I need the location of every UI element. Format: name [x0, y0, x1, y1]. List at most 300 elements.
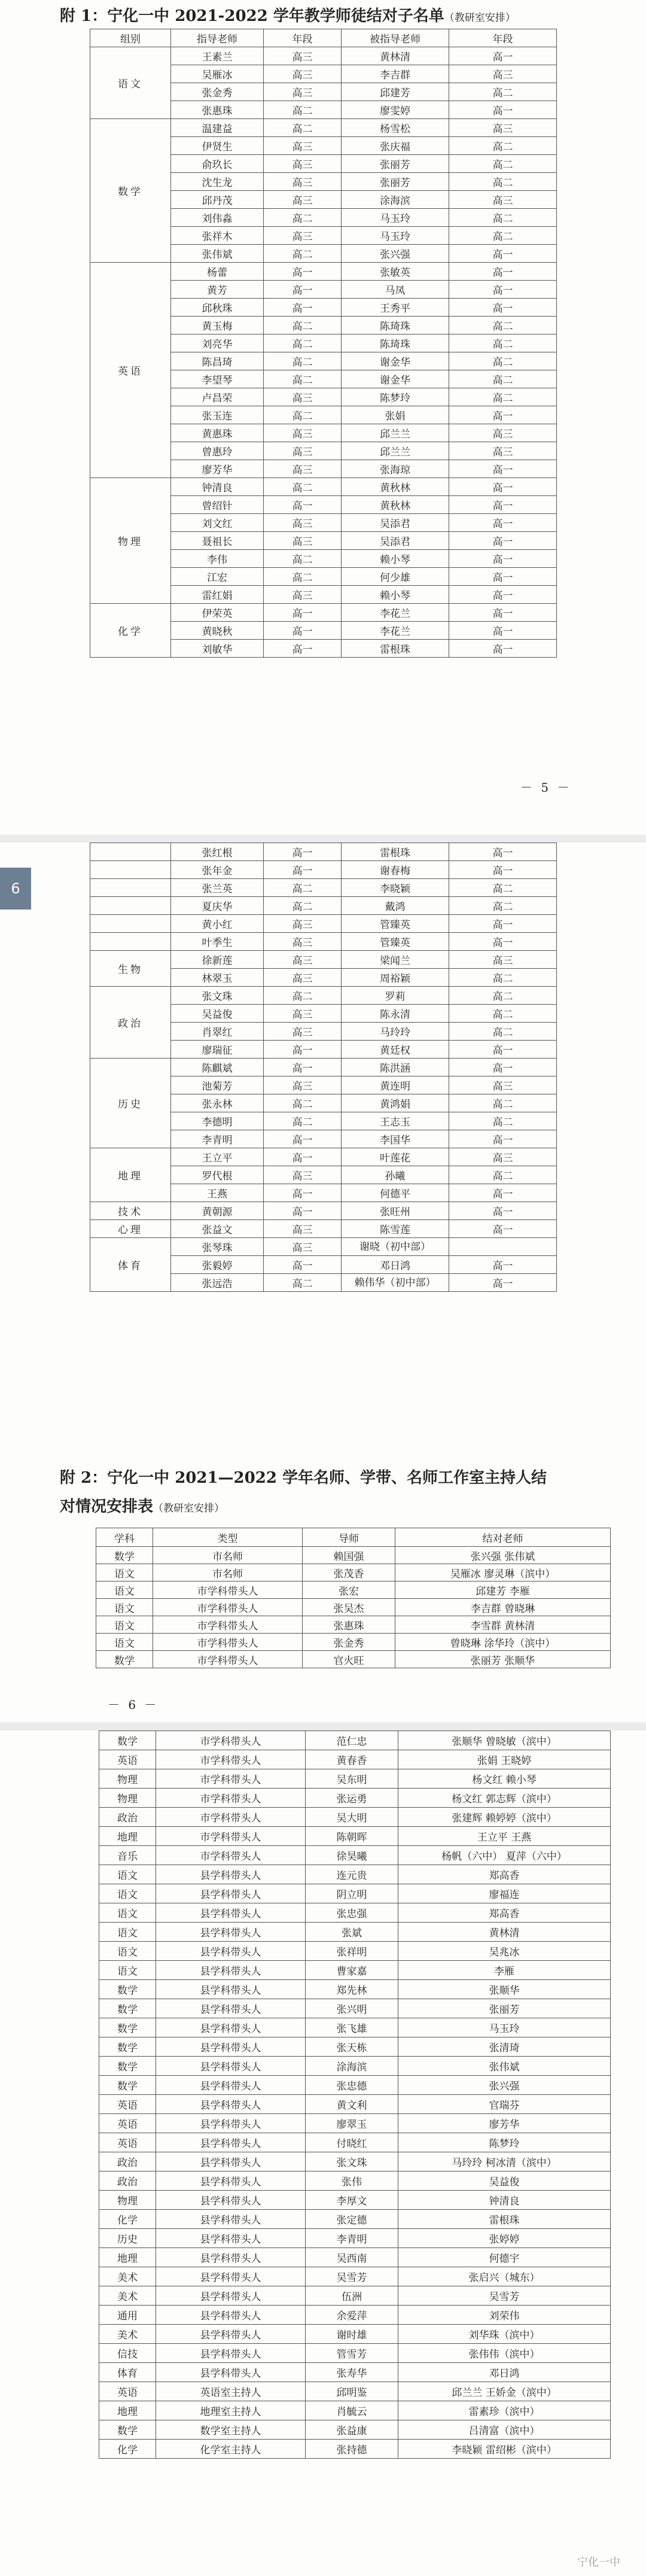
table-cell: 李雁 [398, 1961, 611, 1980]
table-cell: 英语 [99, 2382, 156, 2401]
table-cell: 高三 [264, 83, 342, 101]
table-cell: 高一 [449, 1041, 557, 1059]
table-cell: 邓日鸿 [398, 2363, 611, 2382]
table-cell: 高一 [264, 1041, 342, 1059]
table-cell: 张飞雄 [306, 2018, 398, 2037]
table-cell: 县学科带头人 [156, 2306, 306, 2325]
table-cell: 马玉玲 [342, 227, 449, 245]
table-row [99, 1980, 611, 1999]
table-cell: 张兰英 [171, 879, 264, 897]
table-row [99, 2248, 611, 2267]
table-cell: 马玲玲 柯冰清（滨中） [398, 2152, 611, 2171]
table-row [96, 1634, 611, 1651]
table-cell: 地理 [99, 1827, 156, 1846]
subject-group-cell: 英语 [90, 263, 171, 478]
table-cell: 赖国强 [303, 1547, 395, 1564]
table-cell: 刘敏华 [171, 640, 264, 658]
table-cell: 市学科带头人 [156, 1827, 306, 1846]
table-cell: 马玉玲 [398, 2018, 611, 2037]
table-cell: 谢春梅 [342, 861, 449, 879]
table-cell: 吴兆冰 [398, 1942, 611, 1961]
table-cell: 高三 [264, 65, 342, 83]
table-cell: 高一 [449, 478, 557, 496]
table-row [99, 1903, 611, 1923]
table-cell: 李望琴 [171, 370, 264, 388]
table-cell: 高三 [264, 532, 342, 550]
table-header-row [96, 1528, 611, 1547]
table-cell: 美术 [99, 2325, 156, 2344]
table-cell: 高一 [264, 1256, 342, 1274]
table-cell: 高二 [449, 317, 557, 334]
table-cell: 高二 [449, 388, 557, 406]
table-cell: 语文 [99, 1903, 156, 1923]
table-cell: 张茂香 [303, 1564, 395, 1582]
table-cell: 谢晓（初中部） [342, 1238, 449, 1256]
table-cell: 雷根珠 [342, 843, 449, 861]
page-number: － 5 － [520, 780, 572, 795]
table-cell: 通用 [99, 2306, 156, 2325]
table-row [96, 1651, 611, 1668]
table-cell: 高三 [449, 1148, 557, 1166]
table-row [90, 933, 557, 951]
table-cell: 高一 [449, 568, 557, 586]
table-cell: 李德明 [171, 1112, 264, 1130]
table-cell: 陈梦玲 [398, 2133, 611, 2152]
table-cell: 高一 [264, 496, 342, 514]
table-cell: 邓日鸿 [342, 1256, 449, 1274]
table-cell: 何德宇 [398, 2248, 611, 2267]
table-cell: 高二 [264, 568, 342, 586]
table-cell: 县学科带头人 [156, 1999, 306, 2018]
table-cell: 肖毓云 [306, 2401, 398, 2420]
table-cell: 信技 [99, 2344, 156, 2363]
table-cell: 聂祖长 [171, 532, 264, 550]
table-cell: 张伟斌 [171, 245, 264, 263]
table-row [99, 1750, 611, 1769]
table-cell: 赖伟华（初中部） [342, 1274, 449, 1292]
table-cell: 罗代根 [171, 1166, 264, 1184]
table-cell: 市学科带头人 [156, 1789, 306, 1808]
table-cell: 张寿华 [306, 2363, 398, 2382]
table-cell: 高二 [449, 227, 557, 245]
table-cell: 市学科带头人 [156, 1750, 306, 1769]
table-cell: 杨雪松 [342, 119, 449, 137]
table-cell: 雷根珠 [398, 2210, 611, 2229]
table-cell: 高二 [449, 173, 557, 191]
table-cell: 廖雯婷 [342, 101, 449, 119]
table-cell: 邱丹茂 [171, 191, 264, 209]
table-cell: 高一 [449, 532, 557, 550]
table-cell: 张丽芳 [342, 155, 449, 173]
table-cell: 谢时雄 [306, 2325, 398, 2344]
table-cell: 杨蕾 [171, 263, 264, 281]
table-row [90, 951, 557, 969]
table-cell: 廖芳华 [171, 460, 264, 478]
table-cell: 高二 [449, 969, 557, 987]
subject-group-cell: 数学 [90, 119, 171, 263]
source-watermark: 宁化一中 [577, 2556, 620, 2569]
table-cell: 伊荣英 [171, 604, 264, 622]
table-cell: 高一 [449, 861, 557, 879]
table-row [99, 2133, 611, 2152]
table-cell: 王立平 [171, 1148, 264, 1166]
table-cell: 钟清良 [398, 2191, 611, 2210]
table-row [99, 1961, 611, 1980]
table-cell: 高三 [449, 191, 557, 209]
table-cell: 高一 [449, 1184, 557, 1202]
table-cell: 高一 [449, 299, 557, 317]
table-cell: 高一 [449, 1274, 557, 1292]
table-cell: 高二 [449, 137, 557, 155]
table-cell: 谢金华 [342, 352, 449, 370]
table-cell: 高一 [264, 1184, 342, 1202]
table-cell: 李伟 [171, 550, 264, 568]
table-cell: 池菊芳 [171, 1076, 264, 1094]
table-cell: 王素兰 [171, 47, 264, 65]
table-cell: 杨文红 赖小琴 [398, 1769, 611, 1789]
table-cell: 县学科带头人 [156, 2325, 306, 2344]
column-header: 组别 [90, 29, 171, 47]
table-cell: 高一 [449, 604, 557, 622]
table-cell: 吴添君 [342, 514, 449, 532]
table-row [99, 1769, 611, 1789]
table-row [99, 2306, 611, 2325]
table-cell: 县学科带头人 [156, 2191, 306, 2210]
table-cell: 高二 [449, 1112, 557, 1130]
table-cell: 县学科带头人 [156, 2095, 306, 2114]
table-cell: 陈琦珠 [342, 334, 449, 352]
table-cell: 杨帆（六中） 夏萍（六中） [398, 1846, 611, 1865]
table-cell: 王志玉 [342, 1112, 449, 1130]
table-cell: 高一 [264, 861, 342, 879]
table-row [99, 2152, 611, 2171]
table-row [99, 2229, 611, 2248]
table-cell: 市学科带头人 [153, 1599, 303, 1616]
table-cell: 张丽芳 [398, 1999, 611, 2018]
table-row [90, 478, 557, 496]
table-cell: 高一 [449, 586, 557, 604]
table-cell: 化学 [99, 2210, 156, 2229]
table-cell: 高一 [264, 843, 342, 861]
table-cell: 李晓颖 [342, 879, 449, 897]
table-cell: 县学科带头人 [156, 2133, 306, 2152]
table-cell: 张海琼 [342, 460, 449, 478]
table-cell: 杨文红 郭志辉（滨中） [398, 1789, 611, 1808]
table-cell: 数学 [99, 2018, 156, 2037]
column-header: 结对老师 [395, 1528, 611, 1547]
table-cell: 数学 [96, 1651, 153, 1668]
table-cell: 高三 [449, 119, 557, 137]
subject-group-cell: 地理 [90, 1148, 171, 1202]
table-cell: 张娟 [342, 406, 449, 424]
table-cell: 吴大明 [306, 1808, 398, 1827]
subject-group-cell: 心理 [90, 1220, 171, 1238]
table-cell [449, 1238, 557, 1256]
table-cell: 涂海滨 [342, 191, 449, 209]
table-row [99, 2267, 611, 2286]
table-cell: 曾晓琳 涂华玲（滨中） [395, 1634, 611, 1651]
table-cell: 俞玖长 [171, 155, 264, 173]
column-header: 导师 [303, 1528, 395, 1547]
table-cell: 刘伟淼 [171, 209, 264, 227]
table-cell: 高一 [449, 514, 557, 532]
appendix2-title: 附 2：宁化一中 2021—2022 学年名师、学带、名师工作室主持人结 对情况安排表（教研室安排） [60, 1469, 547, 1516]
table-cell: 林翠玉 [171, 969, 264, 987]
table-cell: 高一 [264, 299, 342, 317]
table-cell: 管臻英 [342, 933, 449, 951]
table-cell: 高一 [264, 640, 342, 658]
table-cell: 张宏 [303, 1582, 395, 1599]
table-cell: 郑先林 [306, 1980, 398, 1999]
table-cell: 张伟斌 [398, 2057, 611, 2076]
table-cell: 郑高香 [398, 1865, 611, 1884]
table-cell: 高一 [449, 1130, 557, 1148]
table-cell: 市名师 [153, 1547, 303, 1564]
table-row [99, 2171, 611, 2191]
table-cell: 高一 [264, 263, 342, 281]
document-page-7 [0, 1730, 646, 2576]
table-row [99, 2382, 611, 2401]
table-cell: 谢金华 [342, 370, 449, 388]
table-cell: 高一 [449, 460, 557, 478]
table-cell: 黄秋林 [342, 496, 449, 514]
table-cell: 黄廷权 [342, 1041, 449, 1059]
table-cell: 张年金 [171, 861, 264, 879]
table-cell: 数学 [99, 2037, 156, 2057]
table-cell: 李吉群 曾晓琳 [395, 1599, 611, 1616]
table-cell: 高三 [264, 388, 342, 406]
table-cell: 王秀平 [342, 299, 449, 317]
table-cell: 高一 [449, 101, 557, 119]
table-cell: 高一 [264, 1148, 342, 1166]
table-cell: 周裕颖 [342, 969, 449, 987]
table-cell: 李雪群 黄林清 [395, 1616, 611, 1634]
table-cell: 吴添君 [342, 532, 449, 550]
table-cell: 高二 [449, 209, 557, 227]
table-row [90, 879, 557, 897]
table-row [99, 1865, 611, 1884]
table-cell: 张敏英 [342, 263, 449, 281]
table-cell: 高一 [264, 1202, 342, 1220]
table-cell: 高一 [264, 622, 342, 640]
table-cell: 高二 [264, 209, 342, 227]
table-cell: 黄连明 [342, 1076, 449, 1094]
table-cell: 高二 [264, 478, 342, 496]
table-cell: 刘荣伟 [398, 2306, 611, 2325]
table-row [90, 1148, 557, 1166]
table-cell: 张定德 [306, 2210, 398, 2229]
table-cell: 地理 [99, 2401, 156, 2420]
table-cell: 市名师 [153, 1564, 303, 1582]
table-cell: 高一 [449, 622, 557, 640]
table-cell: 连元贵 [306, 1865, 398, 1884]
table-cell: 数学 [99, 1999, 156, 2018]
table-cell: 数学 [99, 2057, 156, 2076]
table-cell: 张庆福 [342, 137, 449, 155]
table-cell: 张婷婷 [398, 2229, 611, 2248]
table-cell: 地理 [99, 2248, 156, 2267]
table-cell: 陈梦玲 [342, 388, 449, 406]
table-cell: 张忠强 [306, 1903, 398, 1923]
table-cell: 阴立明 [306, 1884, 398, 1903]
table-cell: 张伟 [306, 2171, 398, 2191]
table-cell [90, 897, 171, 915]
table-cell: 官瑞芬 [398, 2095, 611, 2114]
table-cell: 张建辉 赖婷婷（滨中） [398, 1808, 611, 1827]
table-cell: 体育 [99, 2363, 156, 2382]
table-cell: 高三 [264, 424, 342, 442]
table-cell: 曾惠玲 [171, 442, 264, 460]
subject-group-cell: 体育 [90, 1238, 171, 1292]
table-cell: 管臻英 [342, 915, 449, 933]
subject-group-cell: 化学 [90, 604, 171, 658]
table-row [99, 2420, 611, 2440]
table-cell: 数学 [99, 1731, 156, 1750]
subject-group-cell: 政治 [90, 987, 171, 1059]
table-row [90, 915, 557, 933]
table-cell: 语文 [99, 1961, 156, 1980]
table-row [99, 1884, 611, 1903]
table-cell: 吴雁冰 [171, 65, 264, 83]
table-cell: 黄芳 [171, 281, 264, 299]
table-cell: 张旺州 [342, 1202, 449, 1220]
table-cell: 高三 [264, 155, 342, 173]
table-cell: 高二 [264, 550, 342, 568]
table-cell: 物理 [99, 1789, 156, 1808]
column-header: 年段 [264, 29, 342, 47]
column-header: 年段 [449, 29, 557, 47]
table-cell: 张兴强 [398, 2076, 611, 2095]
table-cell: 高一 [264, 281, 342, 299]
table-row [90, 987, 557, 1005]
table-cell: 涂海滨 [306, 2057, 398, 2076]
side-page-indicator: 6 [0, 868, 31, 910]
table-cell: 廖翠玉 [306, 2114, 398, 2133]
table-cell: 高二 [449, 334, 557, 352]
table-cell: 沈生龙 [171, 173, 264, 191]
table-cell: 雷红娟 [171, 586, 264, 604]
table-cell: 张金秀 [171, 83, 264, 101]
table-cell: 高一 [449, 1202, 557, 1220]
table-row [99, 2401, 611, 2420]
table-cell: 高三 [264, 915, 342, 933]
table-row [90, 1059, 557, 1076]
table-cell: 高二 [264, 1112, 342, 1130]
table-cell: 高二 [264, 406, 342, 424]
table-cell: 黄林清 [398, 1923, 611, 1942]
table-cell: 高二 [264, 879, 342, 897]
table-cell: 张祥木 [171, 227, 264, 245]
table-cell: 何少雄 [342, 568, 449, 586]
table-cell: 高二 [449, 370, 557, 388]
table-cell: 马玉玲 [342, 209, 449, 227]
table-cell: 张兴明 [306, 1999, 398, 2018]
table-cell: 张忠德 [306, 2076, 398, 2095]
table-cell: 高一 [449, 263, 557, 281]
table-cell: 高二 [264, 352, 342, 370]
table-cell: 高一 [449, 1256, 557, 1274]
table-cell: 张持德 [306, 2440, 398, 2459]
table-row [99, 2344, 611, 2363]
table-cell [90, 861, 171, 879]
table-cell: 赖小琴 [342, 550, 449, 568]
table-cell: 高二 [264, 370, 342, 388]
table-row [90, 119, 557, 137]
table-cell: 余爱萍 [306, 2306, 398, 2325]
table-cell: 徐新莲 [171, 951, 264, 969]
table-cell: 县学科带头人 [156, 2363, 306, 2382]
table-cell: 江宏 [171, 568, 264, 586]
table-row [99, 2095, 611, 2114]
table-cell: 高三 [264, 1220, 342, 1238]
table-cell: 高三 [264, 1238, 342, 1256]
table-cell: 高二 [449, 897, 557, 915]
table-cell: 张益康 [306, 2420, 398, 2440]
table-row [99, 1999, 611, 2018]
table-header-row [90, 29, 557, 47]
table-cell: 县学科带头人 [156, 1980, 306, 1999]
table-cell: 县学科带头人 [156, 1942, 306, 1961]
table-cell: 赖小琴 [342, 586, 449, 604]
table-cell: 高一 [449, 496, 557, 514]
table-cell: 县学科带头人 [156, 2344, 306, 2363]
table-cell: 邱秋珠 [171, 299, 264, 317]
table-cell: 张清琦 [398, 2037, 611, 2057]
table-cell: 高三 [264, 173, 342, 191]
table-cell: 梁闻兰 [342, 951, 449, 969]
table-cell: 高三 [264, 951, 342, 969]
table-cell: 语文 [96, 1616, 153, 1634]
table-row [99, 1827, 611, 1846]
table-cell: 高一 [449, 47, 557, 65]
table-cell: 伊贤生 [171, 137, 264, 155]
table-cell: 高三 [449, 424, 557, 442]
table-row [99, 1808, 611, 1827]
table-cell: 王燕 [171, 1184, 264, 1202]
table-cell: 语文 [99, 1884, 156, 1903]
mentor-table [96, 1528, 611, 1668]
table-row [96, 1616, 611, 1634]
table-cell [90, 879, 171, 897]
table-cell: 高三 [264, 1166, 342, 1184]
table-cell: 语文 [96, 1599, 153, 1616]
table-row [90, 604, 557, 622]
table-row [99, 1942, 611, 1961]
table-cell: 邱兰兰 [342, 424, 449, 442]
table-cell: 廖瑞征 [171, 1041, 264, 1059]
table-cell: 戴鸿 [342, 897, 449, 915]
table-cell: 邱明鉴 [306, 2382, 398, 2401]
table-cell: 刘文红 [171, 514, 264, 532]
table-cell: 陈洪涵 [342, 1059, 449, 1076]
table-cell: 县学科带头人 [156, 1961, 306, 1980]
table-cell: 王立平 王燕 [398, 1827, 611, 1846]
table-cell: 物理 [99, 1769, 156, 1789]
table-cell: 化学室主持人 [156, 2440, 306, 2459]
table-cell: 高三 [449, 65, 557, 83]
table-row [90, 861, 557, 879]
table-cell: 县学科带头人 [156, 1884, 306, 1903]
table-cell: 陈永清 [342, 1005, 449, 1023]
table-cell: 曾绍针 [171, 496, 264, 514]
table-cell: 伍洲 [306, 2286, 398, 2306]
table-cell: 高三 [264, 1023, 342, 1041]
table-cell: 邱建芳 李雁 [395, 1582, 611, 1599]
table-cell: 县学科带头人 [156, 2229, 306, 2248]
subject-group-cell: 技术 [90, 1202, 171, 1220]
column-header: 类型 [153, 1528, 303, 1547]
pairing-table [90, 29, 557, 658]
